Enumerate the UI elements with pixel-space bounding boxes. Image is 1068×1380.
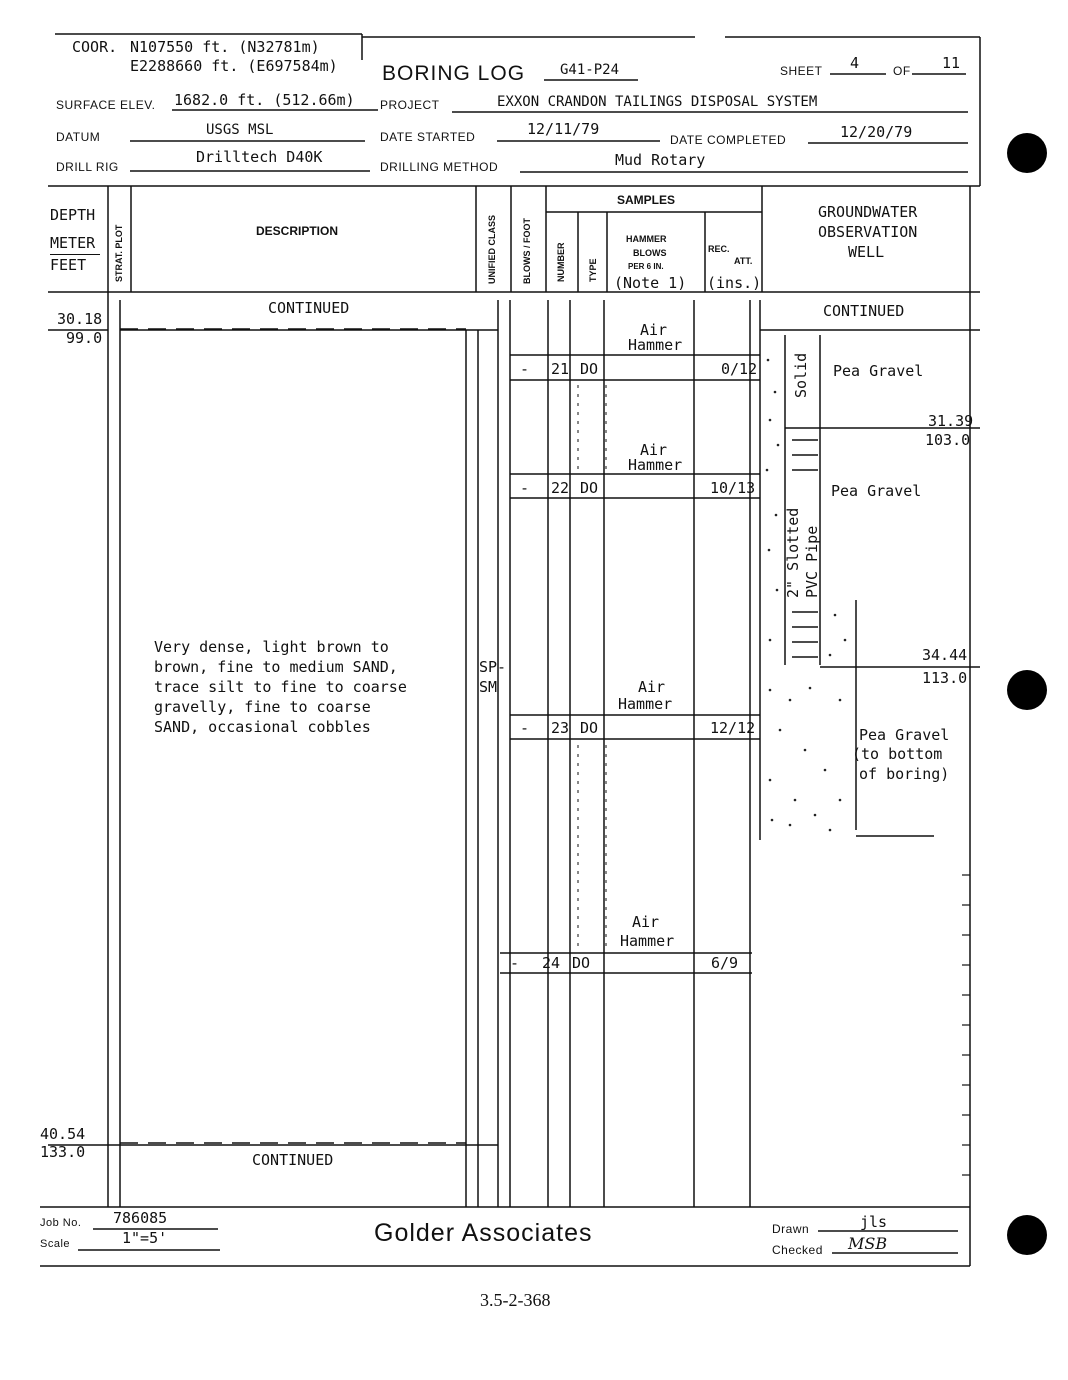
page-title: BORING LOG <box>382 62 526 85</box>
coor-label: COOR. <box>72 38 118 56</box>
col-blows-foot: BLOWS / FOOT <box>522 218 532 284</box>
description-line: SAND, occasional cobbles <box>154 718 371 736</box>
well-elev-2-meter: 34.44 <box>922 646 968 664</box>
coor-north: N107550 ft. (N32781m) <box>130 38 320 56</box>
col-gw-3: WELL <box>848 243 885 261</box>
sample-number: 22 <box>551 479 570 497</box>
top-depth-meter: 30.18 <box>57 310 103 328</box>
col-gw-2: OBSERVATION <box>818 223 918 241</box>
description-line: gravelly, fine to coarse <box>154 698 371 716</box>
well-pea-gravel-1: Pea Gravel <box>833 362 924 380</box>
coor-east: E2288660 ft. (E697584m) <box>130 57 338 75</box>
sample-hammer-air: Air <box>640 441 668 459</box>
col-rec: REC. <box>708 244 730 254</box>
bottom-depth-meter: 40.54 <box>40 1125 86 1143</box>
sample-type: DO <box>580 360 599 378</box>
well-pvc-label: PVC Pipe <box>803 525 821 598</box>
job-no-value: 786085 <box>113 1209 168 1227</box>
sample-hammer-air: Air <box>638 678 666 696</box>
project-value: EXXON CRANDON TAILINGS DISPOSAL SYSTEM <box>497 94 818 110</box>
well-solid-label: Solid <box>792 352 810 398</box>
well-elev-1-meter: 31.39 <box>928 412 974 430</box>
col-strat-plot: STRAT. PLOT <box>114 224 124 282</box>
description-line: brown, fine to medium SAND, <box>154 658 398 676</box>
boring-id: G41-P24 <box>560 62 620 78</box>
sample-rec: 12/12 <box>710 719 756 737</box>
sample-number: 23 <box>551 719 570 737</box>
scale-value: 1"=5' <box>122 1229 168 1247</box>
col-meter-feet-divider <box>50 254 100 255</box>
well-pea-gravel-2: Pea Gravel <box>831 482 922 500</box>
checked-signature: MSB <box>848 1234 888 1253</box>
sample-blows: - <box>520 360 530 378</box>
date-completed-label: DATE COMPLETED <box>670 133 787 147</box>
surface-elev-label: SURFACE ELEV. <box>56 98 156 112</box>
col-gw-1: GROUNDWATER <box>818 203 918 221</box>
col-att: ATT. <box>734 256 753 266</box>
well-elev-2-feet: 113.0 <box>922 669 968 687</box>
drawn-label: Drawn <box>772 1222 810 1236</box>
sample-hammer-type: Hammer <box>620 932 675 950</box>
date-completed-value: 12/20/79 <box>840 123 913 141</box>
sample-hammer-type: Hammer <box>628 336 683 354</box>
col-hammer-1: HAMMER <box>626 234 667 244</box>
col-samples: SAMPLES <box>617 193 676 207</box>
col-description: DESCRIPTION <box>256 224 339 238</box>
checked-label: Checked <box>772 1243 823 1257</box>
unified-class-2: SM <box>479 678 498 696</box>
well-to-bottom-2: of boring) <box>859 765 950 783</box>
sample-hammer-type: Hammer <box>618 695 673 713</box>
well-slotted-label: 2" Slotted <box>784 507 802 598</box>
page-number: 3.5-2-368 <box>480 1290 551 1310</box>
description-line: trace silt to fine to coarse <box>154 678 407 696</box>
top-depth-feet: 99.0 <box>66 329 103 347</box>
col-hammer-2: BLOWS <box>633 248 667 258</box>
col-unified-class: UNIFIED CLASS <box>487 214 497 284</box>
drill-rig-label: DRILL RIG <box>56 160 119 174</box>
sample-number: 24 <box>542 954 561 972</box>
col-meter: METER <box>50 234 96 252</box>
sample-rec: 6/9 <box>711 954 739 972</box>
sample-blows: - <box>510 954 520 972</box>
sample-type: DO <box>580 719 599 737</box>
col-number: NUMBER <box>556 242 566 282</box>
sample-number: 21 <box>551 360 570 378</box>
date-started-label: DATE STARTED <box>380 130 476 144</box>
job-no-label: Job No. <box>40 1217 82 1229</box>
drilling-method-value: Mud Rotary <box>615 151 706 169</box>
drawn-value: jls <box>860 1213 888 1231</box>
sample-type: DO <box>572 954 591 972</box>
sheet-number: 4 <box>850 54 860 72</box>
of-label: OF <box>893 64 911 78</box>
col-rec-units: (ins.) <box>707 274 762 292</box>
surface-elev-value: 1682.0 ft. (512.66m) <box>174 91 355 109</box>
well-pea-gravel-3: Pea Gravel <box>859 726 950 744</box>
drilling-method-label: DRILLING METHOD <box>380 160 499 174</box>
sample-hammer-air: Air <box>640 321 668 339</box>
bottom-depth-feet: 133.0 <box>40 1143 86 1161</box>
description-line: Very dense, light brown to <box>154 638 389 656</box>
sample-blows: - <box>520 479 530 497</box>
sheet-total: 11 <box>942 54 961 72</box>
drill-rig-value: Drilltech D40K <box>196 148 323 166</box>
sample-rec: 0/12 <box>721 360 758 378</box>
sample-blows: - <box>520 719 530 737</box>
datum-label: DATUM <box>56 130 101 144</box>
company-name: Golder Associates <box>374 1219 593 1247</box>
continued-bottom: CONTINUED <box>252 1151 334 1169</box>
continued-top: CONTINUED <box>268 299 350 317</box>
col-hammer-note: (Note 1) <box>614 274 687 292</box>
well-elev-1-feet: 103.0 <box>925 431 971 449</box>
scale-label: Scale <box>40 1238 71 1250</box>
sample-type: DO <box>580 479 599 497</box>
col-type: TYPE <box>588 258 598 282</box>
unified-class-1: SP- <box>479 658 507 676</box>
date-started-value: 12/11/79 <box>527 120 600 138</box>
project-label: PROJECT <box>380 98 440 112</box>
sample-hammer-air: Air <box>632 913 660 931</box>
col-depth: DEPTH <box>50 206 96 224</box>
description-text <box>154 637 407 737</box>
sample-rec: 10/13 <box>710 479 756 497</box>
col-feet: FEET <box>50 256 87 274</box>
well-to-bottom-1: (to bottom <box>852 745 943 763</box>
sample-hammer-type: Hammer <box>628 456 683 474</box>
sheet-label: SHEET <box>780 64 823 78</box>
col-hammer-3: PER 6 IN. <box>628 262 664 271</box>
well-continued-top: CONTINUED <box>823 302 905 320</box>
datum-value: USGS MSL <box>206 122 274 138</box>
